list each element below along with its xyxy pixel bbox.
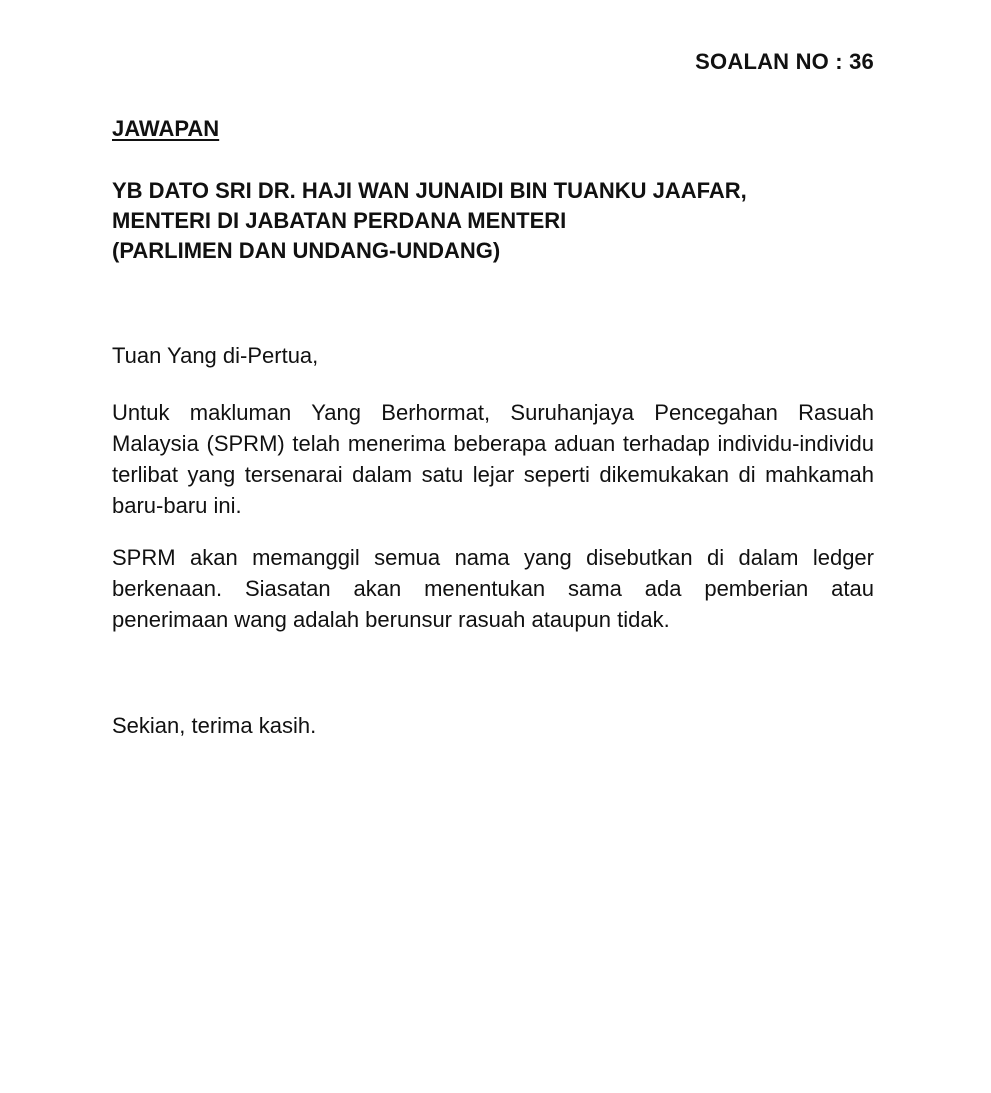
question-number: SOALAN NO : 36 xyxy=(695,49,874,74)
minister-block xyxy=(112,176,872,266)
answer-heading: JAWAPAN xyxy=(112,116,220,141)
minister-portfolio-line: (PARLIMEN DAN UNDANG-UNDANG) xyxy=(112,238,501,263)
answer-paragraph-2: SPRM akan memanggil semua nama yang disebutkan di dalam ledger berkenaan. Siasatan akan menentukan sama ada pemberian atau penerimaan wang adalah berunsur rasuah ataupun tidak. xyxy=(112,545,874,632)
answer-paragraph-1: Untuk makluman Yang Berhormat, Suruhanjaya Pencegahan Rasuah Malaysia (SPRM) telah menerima beberapa aduan terhadap individu-individu terlibat yang tersenarai dalam satu lejar seperti dikemukakan di mahkamah baru-baru ini. xyxy=(112,400,874,518)
salutation: Tuan Yang di-Pertua, xyxy=(112,343,319,368)
closing-line: Sekian, terima kasih. xyxy=(112,713,317,738)
minister-title-line: MENTERI DI JABATAN PERDANA MENTERI xyxy=(112,208,567,233)
minister-name-line: YB DATO SRI DR. HAJI WAN JUNAIDI BIN TUANKU JAAFAR, xyxy=(112,178,747,203)
